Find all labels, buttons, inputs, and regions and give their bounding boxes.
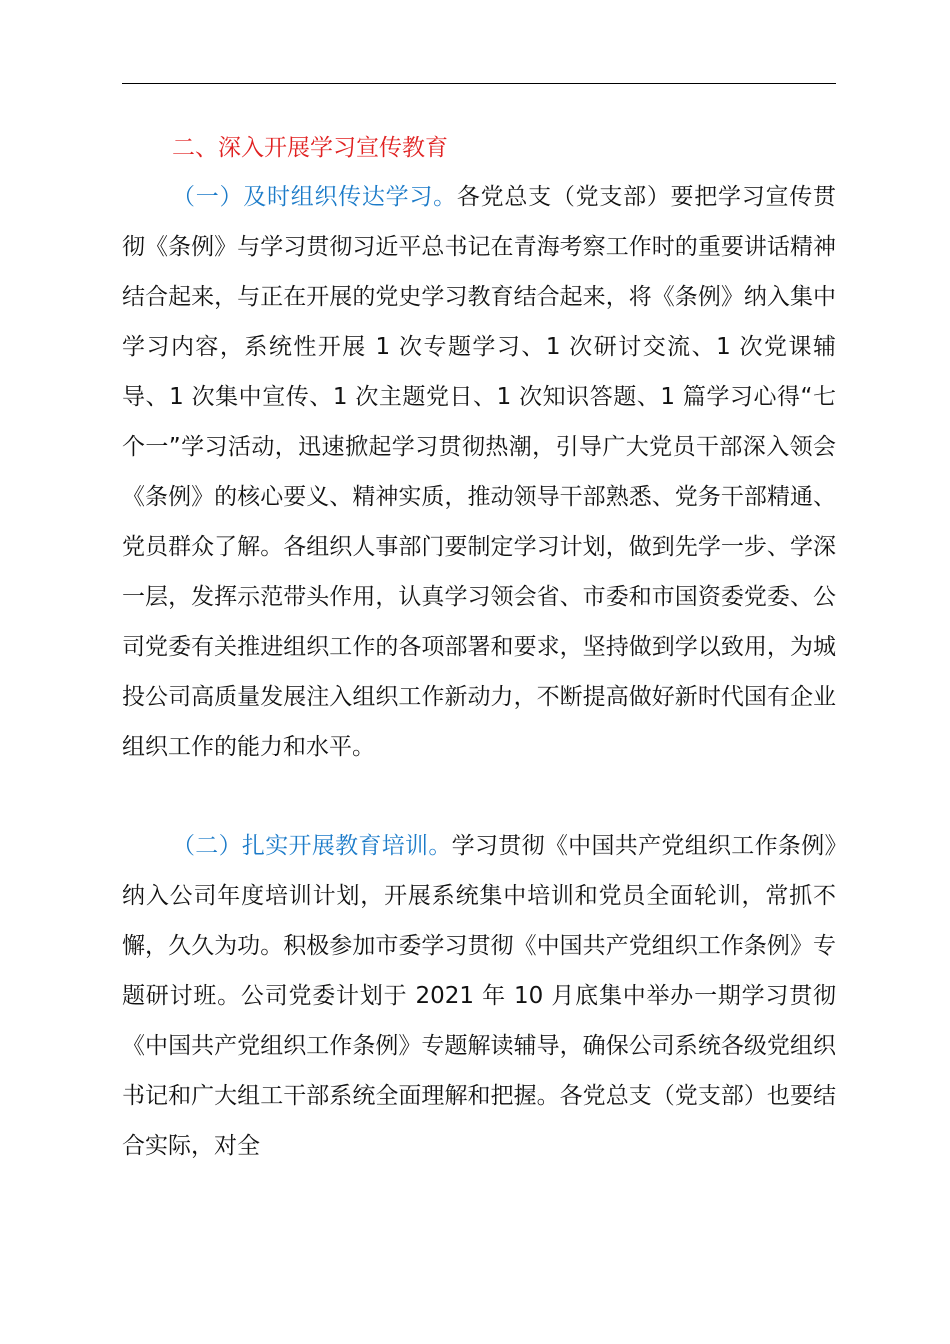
- paragraph-2-subheading: （二）扎实开展教育培训。: [172, 833, 452, 859]
- paragraph-2: [122, 821, 836, 1171]
- paragraph-1-subheading: （一）及时组织传达学习。: [172, 184, 457, 210]
- paragraph-1: [122, 172, 836, 772]
- paragraph-2-body: 学习贯彻《中国共产党组织工作条例》纳入公司年度培训计划，开展系统集中培训和党员全面轮训，常抓不懈，久久为功。积极参加市委学习贯彻《中国共产党组织工作条例》专题研讨班。公司党委计划于 2021 年 10 月底集中举办一期学习贯彻《中国共产党组织工作条例》专题解读辅导，确保公司系统各级党组织书记和广大组工干部系统全面理解和把握。各党总支（党支部）也要结合实际，对全: [122, 833, 837, 1159]
- section-heading: 二、深入开展学习宣传教育: [172, 135, 448, 161]
- paragraph-1-body: 各党总支（党支部）要把学习宣传贯彻《条例》与学习贯彻习近平总书记在青海考察工作时的重要讲话精神结合起来，与正在开展的党史学习教育结合起来，将《条例》纳入集中学习内容，系统性开展 1 次专题学习、1 次研讨交流、1 次党课辅导、1 次集中宣传、1 次主题党日、1 次知识答题、1 篇学习心得“七个一”学习活动，迅速掀起学习贯彻热潮，引导广大党员干部深入领会《条例》的核心要义、精神实质，推动领导干部熟悉、党务干部精通、党员群众了解。各组织人事部门要制定学习计划，做到先学一步、学深一层，发挥示范带头作用，认真学习领会省、市委和市国资委党委、公司党委有关推进组织工作的各项部署和要求，坚持做到学以致用，为城投公司高质量发展注入组织工作新动力，不断提高做好新时代国有企业组织工作的能力和水平。: [122, 184, 837, 760]
- header-rule: [122, 83, 836, 84]
